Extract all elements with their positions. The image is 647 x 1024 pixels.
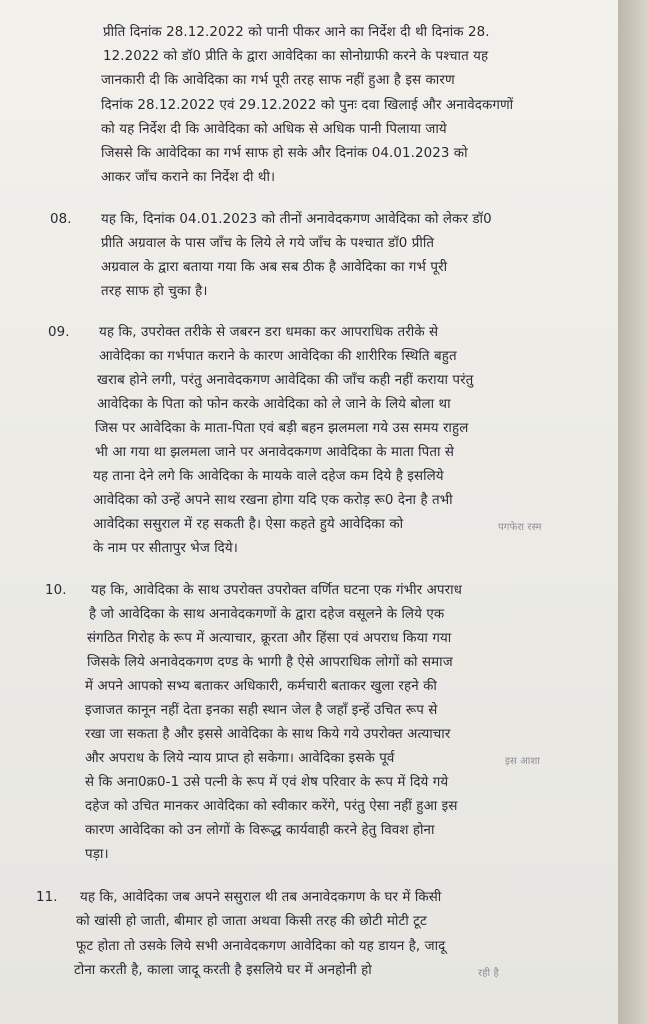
para09-line-9: आवेदिका ससुराल में रह सकती है। ऐसा कहते हुये आवेदिका को bbox=[93, 517, 404, 532]
para08-number: 08. bbox=[50, 212, 72, 227]
para07-line-6: जिससे कि आवेदिका का गर्भ साफ हो सके और दिनांक 04.01.2023 को bbox=[101, 146, 468, 161]
para11-line-3: फूट होता तो उसके लिये सभी अनावेदकगण आवेदिका को यह डायन है, जादू bbox=[76, 939, 446, 954]
para10-line-9: से कि अना0क्र0-1 उसे पत्नी के रूप में एवं शेष परिवार के रूप में दिये गये bbox=[85, 775, 449, 790]
page-edge-shadow bbox=[618, 0, 647, 1024]
para09-line-1: यह कि, उपरोक्त तरीके से जबरन डरा धमका कर आपराधिक तरीके से bbox=[99, 325, 439, 340]
para09-number: 09. bbox=[48, 325, 70, 340]
para11-line-2: को खांसी हो जाती, बीमार हो जाता अथवा किसी तरह की छोटी मोटी टूट bbox=[76, 914, 427, 929]
para07-line-2: 12.2022 को डॉ0 प्रीति के द्वारा आवेदिका का सोनोग्राफी करने के पश्चात यह bbox=[103, 49, 489, 64]
para07-line-4: दिनांक 28.12.2022 एवं 29.12.2022 को पुनः दवा खिलाई और अनावेदकगणों bbox=[101, 98, 514, 113]
para10-line-12: पड़ा। bbox=[85, 847, 109, 862]
para10-line-7: रखा जा सकता है और इससे आवेदिका के साथ किये गये उपरोक्त अत्याचार bbox=[85, 727, 451, 742]
para07-line-5: को यह निर्देश दी कि आवेदिका को अधिक से अधिक पानी पिलाया जाये bbox=[101, 122, 447, 137]
para08-line-2: प्रीति अग्रवाल के पास जाँच के लिये ले गये जाँच के पश्चात डॉ0 प्रीति bbox=[101, 236, 435, 251]
para09-faint-fragment: पगफेरा रस्म bbox=[498, 522, 542, 533]
para10-line-1: यह कि, आवेदिका के साथ उपरोक्त उपरोक्त वर्णित घटना एक गंभीर अपराध bbox=[91, 583, 463, 598]
para07-line-7: आकर जाँच कराने का निर्देश दी थी। bbox=[101, 170, 276, 185]
para09-line-6: भी आ गया था झलमला जाने पर अनावेदकगण आवेदिका के माता पिता से bbox=[95, 445, 455, 460]
para08-line-1: यह कि, दिनांक 04.01.2023 को तीनों अनावेदकगण आवेदिका को लेकर डॉ0 bbox=[101, 212, 492, 227]
para10-line-11: कारण आवेदिका को उन लोगों के विरूद्ध कार्यवाही करने हेतु विवश होना bbox=[85, 823, 435, 838]
para10-line-2: है जो आवेदिका के साथ अनावेदकगणों के द्वारा दहेज वसूलने के लिये एक bbox=[89, 607, 445, 622]
para10-line-5: में अपने आपको सभ्य बताकर अधिकारी, कर्मचारी बताकर खुला रहने की bbox=[85, 679, 437, 694]
para09-line-4: आवेदिका के पिता को फोन करके आवेदिका को ले जाने के लिये बोला था bbox=[97, 397, 451, 412]
para09-line-3: खराब होने लगी, परंतु अनावेदकगण आवेदिका की जाँच कही नहीं कराया परंतु bbox=[97, 373, 474, 388]
para11-line-1: यह कि, आवेदिका जब अपने ससुराल थी तब अनावेदकगण के घर में किसी bbox=[80, 890, 442, 905]
para09-line-8: आवेदिका को उन्हें अपने साथ रखना होगा यदि एक करोड़ रू0 देना है तभी bbox=[93, 493, 453, 508]
para10-number: 10. bbox=[45, 583, 67, 598]
para11-line-4: टोना करती है, काला जादू करती है इसलिये घर में अनहोनी हो bbox=[74, 963, 372, 978]
para09-line-2: आवेदिका का गर्भपात कराने के कारण आवेदिका की शारीरिक स्थिति बहुत bbox=[99, 349, 457, 364]
para11-number: 11. bbox=[36, 890, 58, 905]
para09-line-5: जिस पर आवेदिका के माता-पिता एवं बड़ी बहन झलमला गये उस समय राहुल bbox=[95, 421, 469, 436]
para07-line-1: प्रीति दिनांक 28.12.2022 को पानी पीकर आने का निर्देश दी थी दिनांक 28. bbox=[103, 25, 490, 40]
para10-line-6: इजाजत कानून नहीं देता इनका सही स्थान जेल है जहाँ इन्हें उचित रूप से bbox=[85, 703, 438, 718]
para10-faint-fragment: इस आशा bbox=[505, 756, 540, 767]
para09-line-10: के नाम पर सीतापुर भेज दिये। bbox=[93, 541, 238, 556]
para08-line-4: तरह साफ हो चुका है। bbox=[101, 284, 208, 299]
para08-line-3: अग्रवाल के द्वारा बताया गया कि अब सब ठीक है आवेदिका का गर्भ पूरी bbox=[101, 260, 448, 275]
para10-line-4: जिसके लिये अनावेदकगण दण्ड के भागी है ऐसे आपराधिक लोगों को समाज bbox=[87, 655, 453, 670]
para10-line-10: दहेज को उचित मानकर आवेदिका को स्वीकार करेंगे, परंतु ऐसा नहीं हुआ इस bbox=[85, 799, 458, 814]
para11-faint-fragment: रही है bbox=[478, 968, 499, 979]
para10-line-3: संगठित गिरोह के रूप में अत्याचार, क्रूरता और हिंसा एवं अपराध किया गया bbox=[87, 631, 452, 646]
para07-line-3: जानकारी दी कि आवेदिका का गर्भ पूरी तरह साफ नहीं हुआ है इस कारण bbox=[101, 73, 455, 88]
para10-line-8: और अपराध के लिये न्याय प्राप्त हो सकेगा। आवेदिका इसके पूर्व bbox=[85, 751, 395, 766]
para09-line-7: यह ताना देने लगे कि आवेदिका के मायके वाले दहेज कम दिये है इसलिये bbox=[93, 469, 444, 484]
